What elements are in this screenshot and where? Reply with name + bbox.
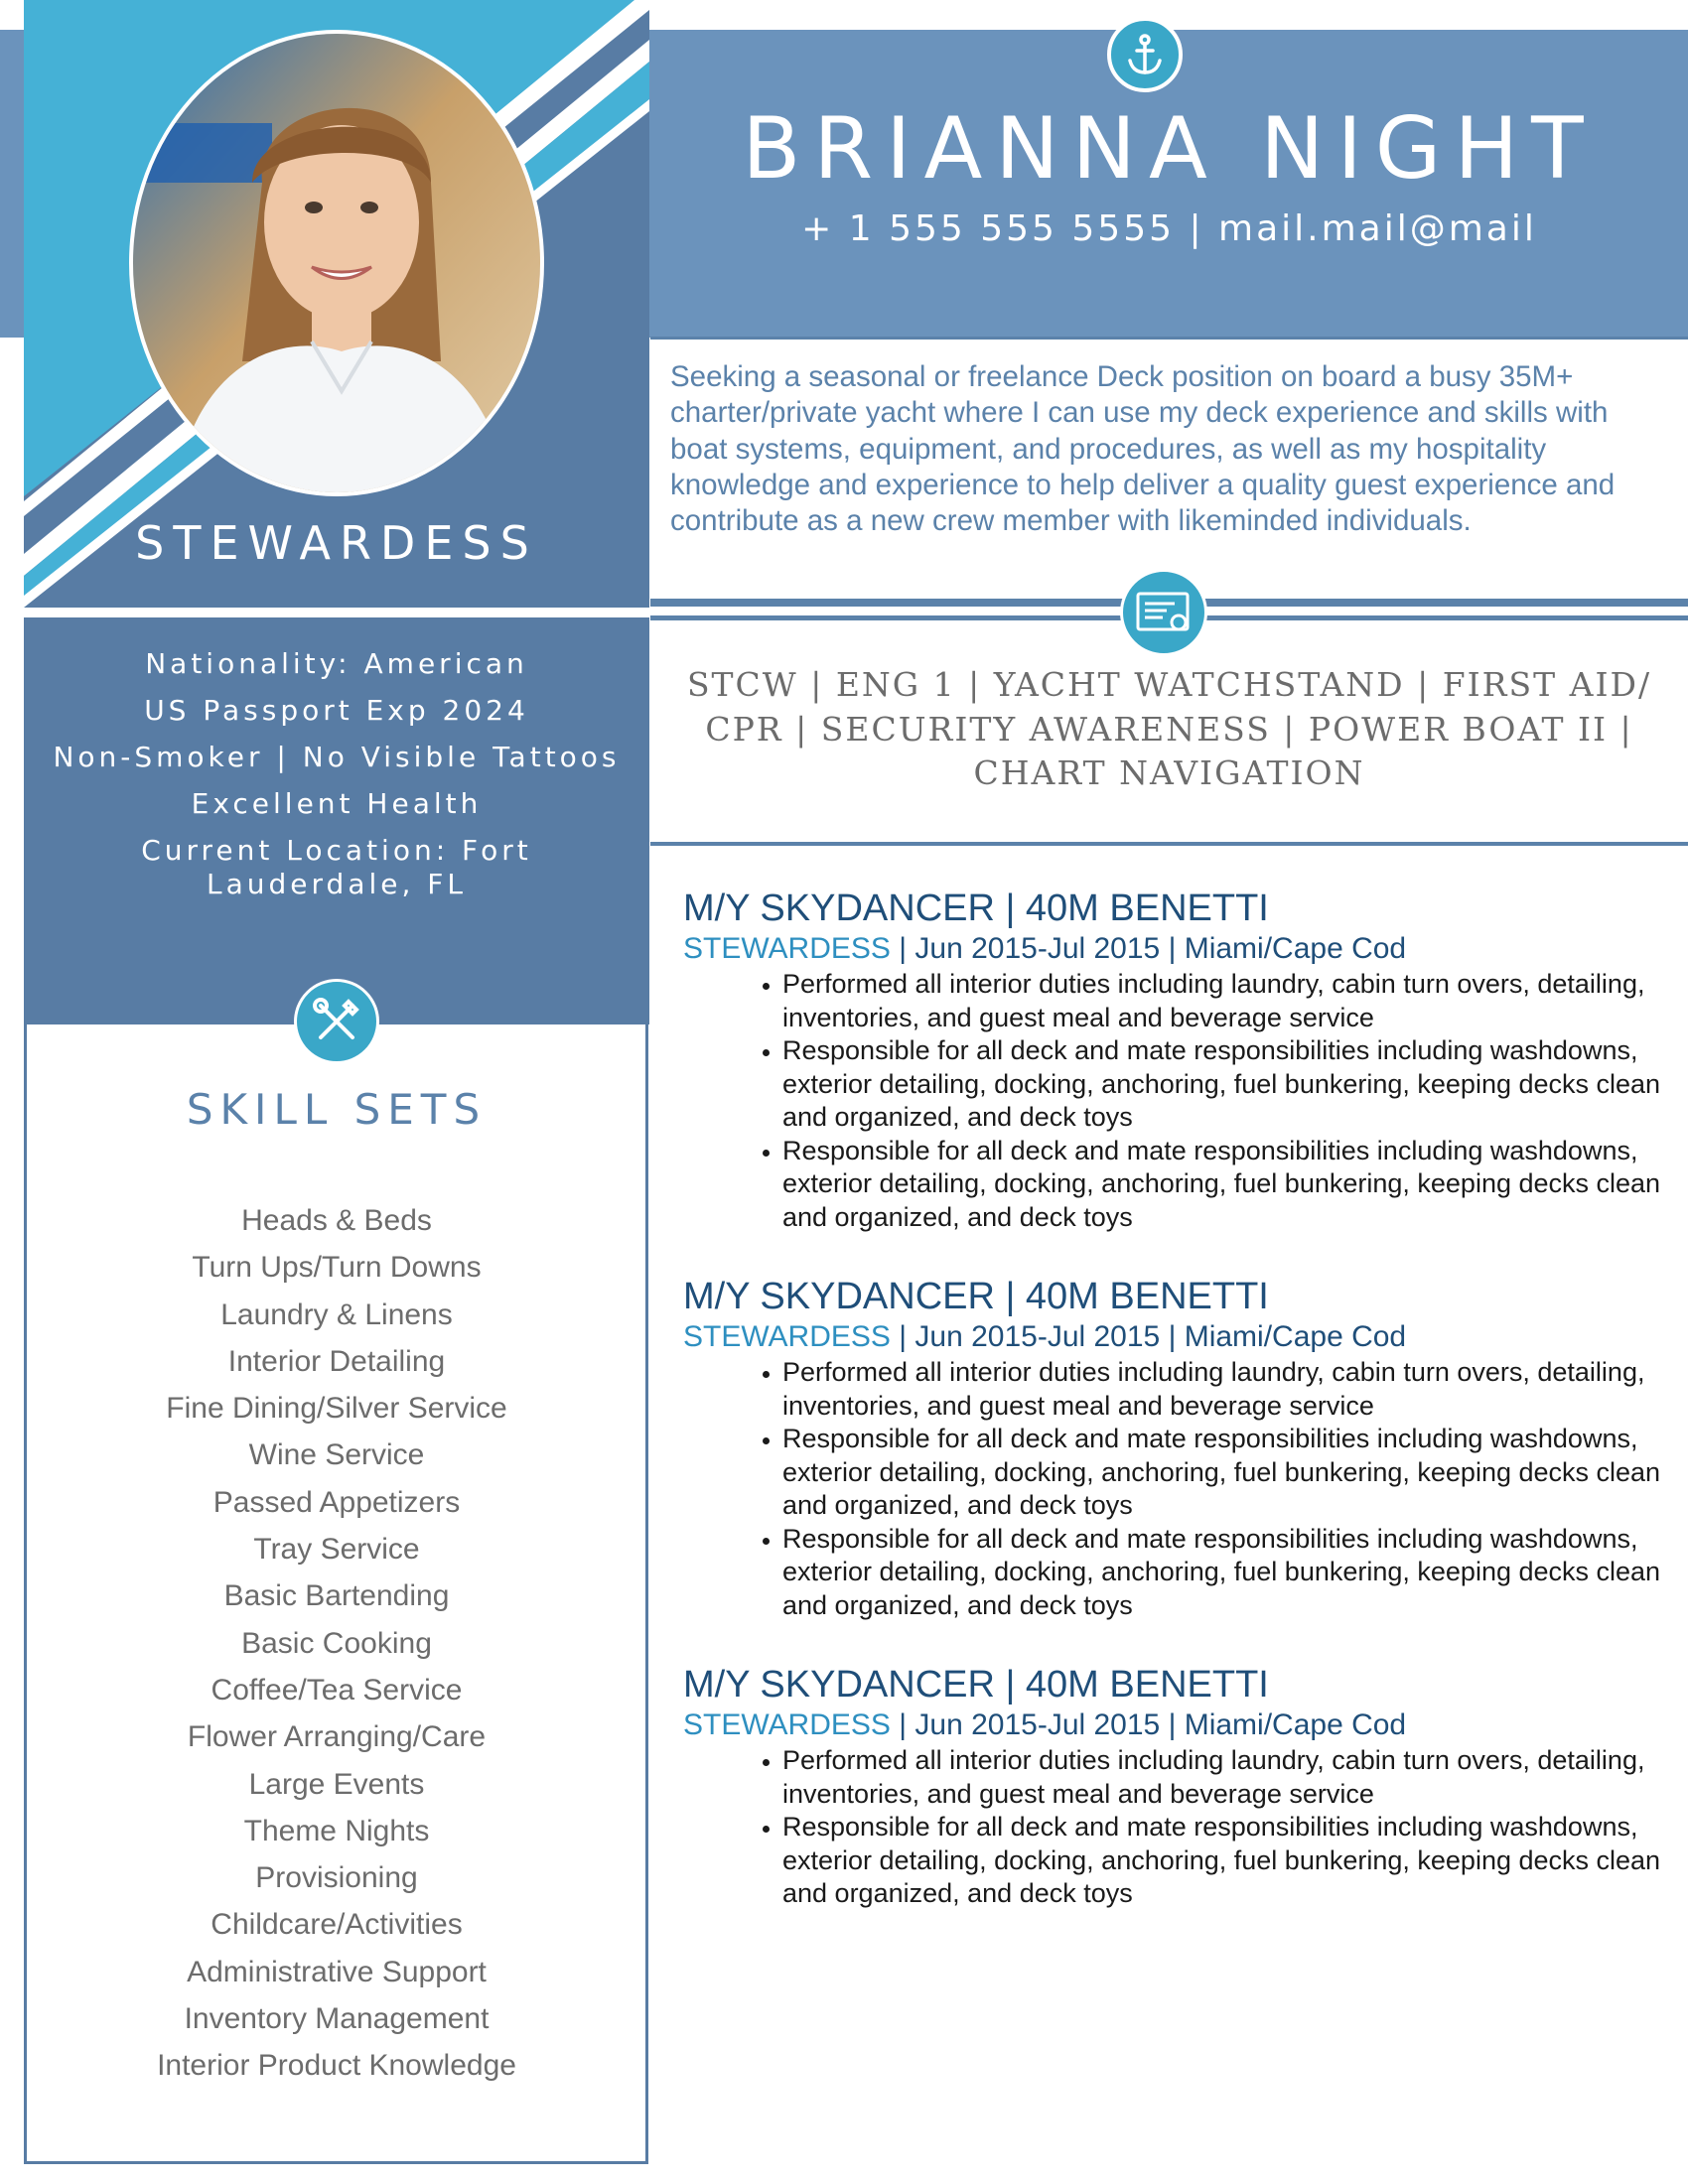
skill-item: Inventory Management bbox=[184, 2002, 490, 2036]
info-passport: US Passport Exp 2024 bbox=[144, 694, 529, 727]
position-line bbox=[683, 932, 1666, 966]
position-line bbox=[683, 1320, 1666, 1354]
skill-item: Interior Detailing bbox=[227, 1344, 446, 1378]
certificate-icon bbox=[1120, 569, 1207, 656]
position-details: | Jun 2015-Jul 2015 | Miami/Cape Cod bbox=[890, 1320, 1407, 1353]
experience-entry bbox=[683, 1275, 1666, 1622]
position-role: STEWARDESS bbox=[683, 932, 891, 965]
skill-item: Heads & Beds bbox=[241, 1204, 432, 1237]
vessel-title: M/Y SKYDANCER | 40M BENETTI bbox=[683, 887, 1269, 929]
duty-item: • Performed all interior duties including laundry, cabin turn overs, detailing, inventories, and guest meal and beverage service bbox=[782, 1356, 1666, 1423]
skill-item: Provisioning bbox=[255, 1861, 418, 1895]
skill-item: Administrative Support bbox=[187, 1955, 487, 1988]
position-role: STEWARDESS bbox=[683, 1708, 891, 1741]
skill-item: Tray Service bbox=[253, 1533, 420, 1567]
position-line bbox=[683, 1708, 1666, 1742]
skill-item: Interior Product Knowledge bbox=[157, 2049, 516, 2083]
experience-entry bbox=[683, 1663, 1666, 1911]
duty-item: • Responsible for all deck and mate responsibilities including washdowns, exterior detailing, docking, anchoring, fuel bunkering, keeping decks clean and organized, and deck toys bbox=[782, 1811, 1666, 1911]
contact-info: + 1 555 555 5555 | mail.mail@mail bbox=[801, 208, 1537, 249]
position-role: STEWARDESS bbox=[683, 1320, 891, 1353]
duty-item: • Performed all interior duties including laundry, cabin turn overs, detailing, inventories, and guest meal and beverage service bbox=[782, 968, 1666, 1034]
duty-item: • Responsible for all deck and mate responsibilities including washdowns, exterior detailing, docking, anchoring, fuel bunkering, keeping decks clean and organized, and deck toys bbox=[782, 1423, 1666, 1523]
info-nationality: Nationality: American bbox=[145, 647, 528, 680]
duties-list bbox=[683, 1356, 1666, 1622]
skills-list bbox=[24, 1197, 649, 2090]
duty-item: • Responsible for all deck and mate responsibilities including washdowns, exterior detailing, docking, anchoring, fuel bunkering, keeping decks clean and organized, and deck toys bbox=[782, 1523, 1666, 1623]
tools-icon bbox=[294, 979, 379, 1064]
duty-item: • Responsible for all deck and mate responsibilities including washdowns, exterior detailing, docking, anchoring, fuel bunkering, keeping decks clean and organized, and deck toys bbox=[782, 1135, 1666, 1235]
skill-item: Fine Dining/Silver Service bbox=[166, 1392, 507, 1426]
profile-photo bbox=[129, 30, 544, 496]
skill-item: Flower Arranging/Care bbox=[187, 1720, 487, 1754]
duties-list bbox=[683, 1744, 1666, 1911]
position-details: | Jun 2015-Jul 2015 | Miami/Cape Cod bbox=[890, 1708, 1407, 1741]
skill-item: Theme Nights bbox=[243, 1814, 430, 1847]
header-divider bbox=[650, 337, 1688, 340]
info-health: Excellent Health bbox=[191, 787, 483, 820]
duty-item: • Responsible for all deck and mate responsibilities including washdowns, exterior detailing, docking, anchoring, fuel bunkering, keeping decks clean and organized, and deck toys bbox=[782, 1034, 1666, 1135]
certifications: STCW | ENG 1 | YACHT WATCHSTAND | FIRST AID/ CPR | SECURITY AWARENESS | POWER BOAT II | CHART NAVIGATION bbox=[686, 665, 1652, 792]
position-details: | Jun 2015-Jul 2015 | Miami/Cape Cod bbox=[890, 932, 1407, 965]
role-title: STEWARDESS bbox=[135, 516, 538, 570]
skill-item: Basic Bartending bbox=[223, 1579, 450, 1613]
experience-entry bbox=[683, 887, 1666, 1234]
skill-item: Childcare/Activities bbox=[211, 1908, 463, 1942]
vessel-title: M/Y SKYDANCER | 40M BENETTI bbox=[683, 1276, 1269, 1317]
anchor-icon bbox=[1107, 17, 1183, 92]
portrait-image bbox=[133, 34, 544, 496]
skill-item: Turn Ups/Turn Downs bbox=[192, 1251, 482, 1285]
objective-text: Seeking a seasonal or freelance Deck position on board a busy 35M+ charter/private yacht where I can use my deck experience and skills with boat systems, equipment, and procedures, as well as my hospitality knowledge and experience to help deliver a quality guest experience and contribute as a new crew member with likeminded individuals. bbox=[670, 360, 1616, 538]
skill-item: Laundry & Linens bbox=[220, 1297, 453, 1331]
skill-item: Wine Service bbox=[248, 1438, 425, 1472]
info-location: Current Location: Fort Lauderdale, FL bbox=[141, 834, 532, 900]
info-smoker: Non-Smoker | No Visible Tattoos bbox=[53, 741, 621, 773]
duties-list bbox=[683, 968, 1666, 1234]
vessel-title: M/Y SKYDANCER | 40M BENETTI bbox=[683, 1664, 1269, 1706]
candidate-name: BRIANNA NIGHT bbox=[742, 99, 1597, 199]
skill-item: Coffee/Tea Service bbox=[211, 1673, 463, 1706]
skill-item: Basic Cooking bbox=[241, 1626, 432, 1660]
skill-item: Large Events bbox=[248, 1767, 425, 1801]
section-divider bbox=[650, 842, 1688, 846]
skill-item: Passed Appetizers bbox=[212, 1485, 461, 1519]
duty-item: • Performed all interior duties including laundry, cabin turn overs, detailing, inventories, and guest meal and beverage service bbox=[782, 1744, 1666, 1811]
skills-heading: SKILL SETS bbox=[186, 1085, 488, 1134]
